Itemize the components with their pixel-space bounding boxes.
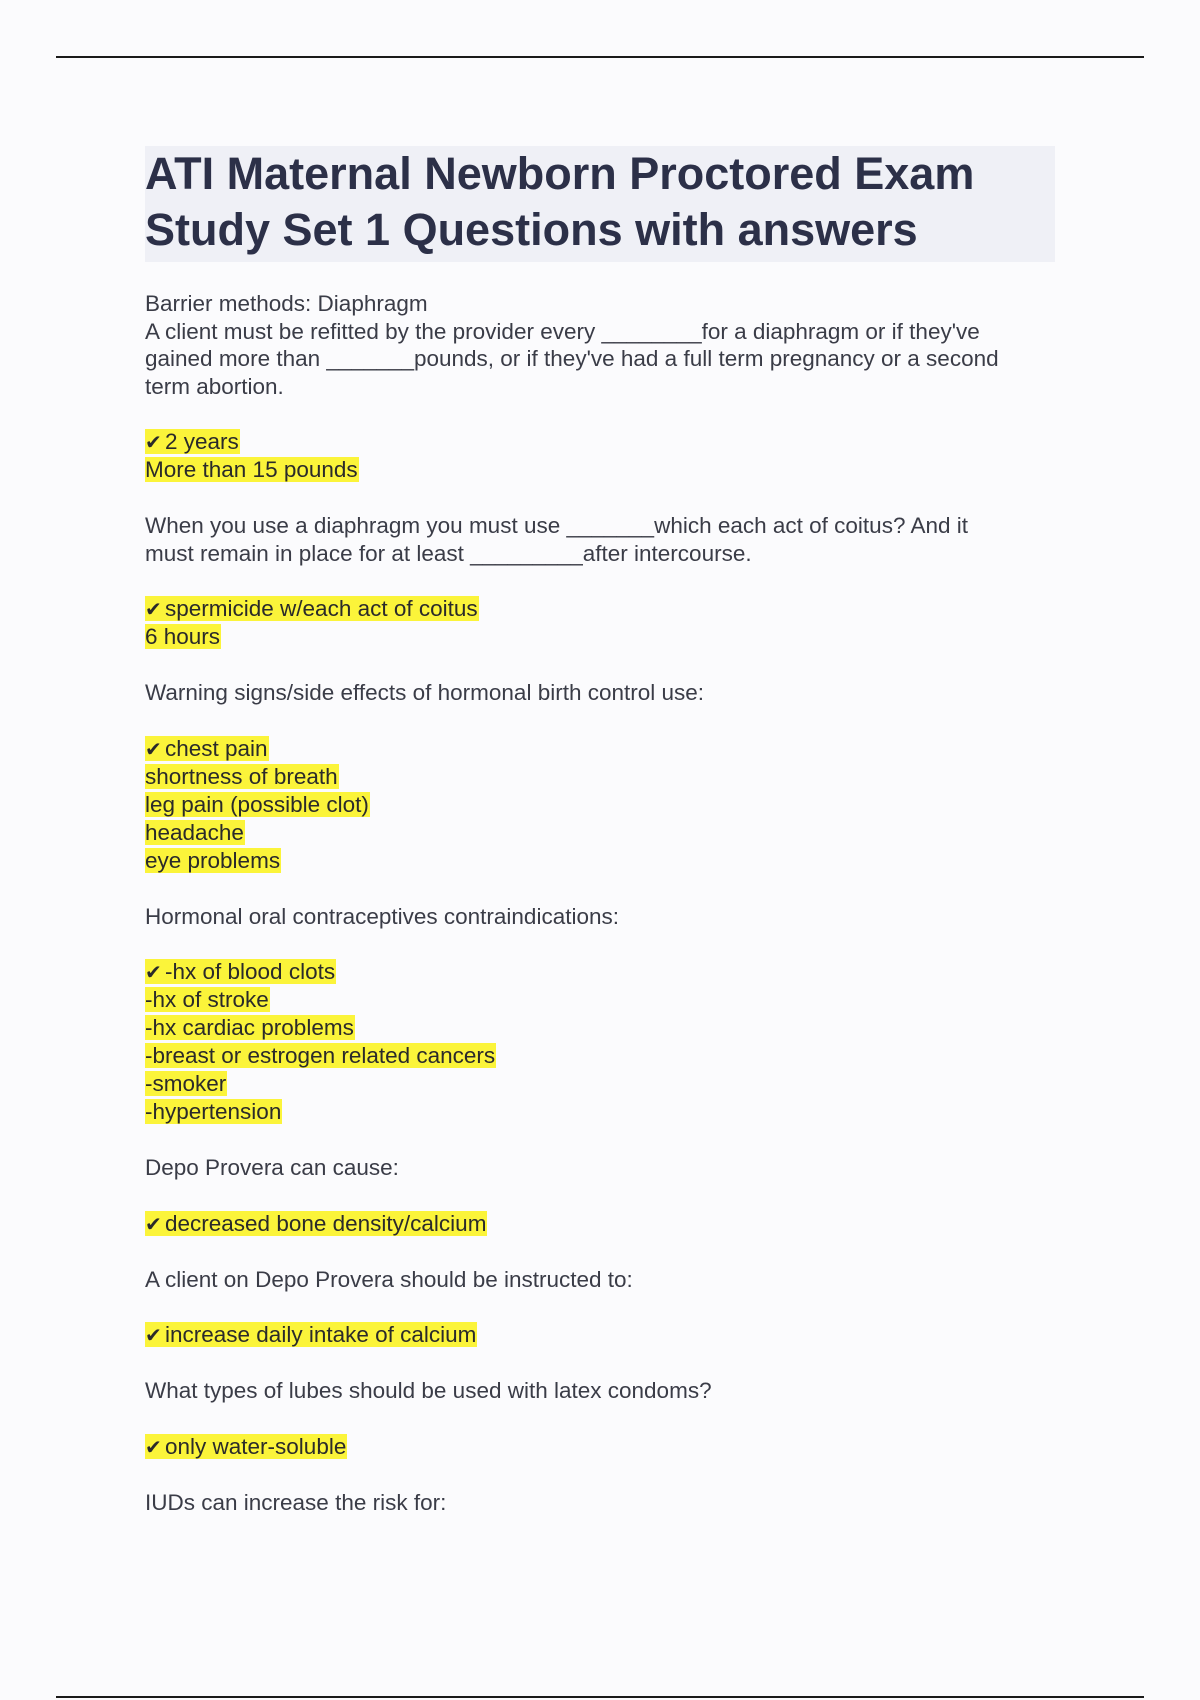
question-text: Warning signs/side effects of hormonal birth control use: — [145, 680, 705, 705]
question-block — [145, 1154, 1055, 1182]
question-block — [145, 512, 1055, 567]
title-line-1: ATI Maternal Newborn Proctored Exam — [145, 148, 975, 199]
answer-text: only water-soluble — [165, 1433, 347, 1459]
answer-text: headache — [145, 819, 244, 845]
answer-line — [145, 958, 1055, 986]
answer-line — [145, 791, 1055, 819]
answer-text: -breast or estrogen related cancers — [145, 1043, 496, 1068]
answer-line — [145, 1210, 1055, 1238]
answer-text: spermicide w/each act of coitus — [165, 596, 478, 621]
answer-line — [145, 1098, 1055, 1126]
question-block — [145, 1489, 1055, 1517]
answer-block — [145, 428, 1055, 484]
top-rule — [56, 56, 1144, 58]
check-mark-icon: ✔ — [145, 1434, 162, 1459]
answer-highlight — [145, 1434, 347, 1459]
answer-highlight — [145, 736, 269, 761]
question-text: When you use a diaphragm you must use _______which each act of coitus? And it — [145, 513, 969, 538]
answer-line — [145, 1433, 1055, 1461]
question-block — [145, 290, 1055, 400]
question-text: term abortion. — [145, 373, 284, 399]
answer-text: -hx of stroke — [145, 987, 269, 1012]
answer-text: 2 years — [165, 429, 239, 454]
answer-text: -hypertension — [145, 1099, 282, 1124]
question-text: Depo Provera can cause: — [145, 1155, 399, 1180]
question-text: What types of lubes should be used with latex condoms? — [145, 1378, 712, 1403]
answer-highlight — [145, 848, 281, 873]
answer-text: chest pain — [165, 735, 268, 761]
question-text: must remain in place for at least _________after intercourse. — [145, 540, 752, 566]
answer-block — [145, 1433, 1055, 1461]
answer-line — [145, 1042, 1055, 1070]
answer-highlight — [145, 1071, 227, 1096]
answer-highlight — [145, 457, 359, 482]
answer-text: leg pain (possible clot) — [145, 791, 369, 817]
question-text: A client on Depo Provera should be instructed to: — [145, 1266, 633, 1292]
question-text: gained more than _______pounds, or if they've had a full term pregnancy or a second — [145, 346, 999, 371]
question-text: A client must be refitted by the provider every ________for a diaphragm or if they've — [145, 318, 980, 344]
answer-highlight — [145, 624, 221, 649]
bottom-rule — [56, 1696, 1144, 1698]
check-mark-icon: ✔ — [145, 960, 162, 984]
answer-text: eye problems — [145, 847, 281, 873]
answer-text: More than 15 pounds — [145, 457, 358, 482]
check-mark-icon: ✔ — [145, 597, 162, 621]
answer-text: -smoker — [145, 1071, 227, 1096]
answer-block — [145, 958, 1055, 1126]
answer-highlight — [145, 1043, 496, 1068]
answer-highlight — [145, 959, 336, 984]
title-line-2: Study Set 1 Questions with answers — [145, 204, 918, 255]
answer-line — [145, 623, 1055, 651]
answer-highlight — [145, 1099, 282, 1124]
answer-line — [145, 1014, 1055, 1042]
answer-block — [145, 1321, 1055, 1349]
qa-list — [145, 290, 1055, 1516]
check-mark-icon: ✔ — [145, 1211, 162, 1236]
answer-text: decreased bone density/calcium — [165, 1210, 487, 1236]
document-body — [145, 146, 1055, 1544]
answer-block — [145, 595, 1055, 651]
answer-text: -hx of blood clots — [165, 959, 336, 984]
check-mark-icon: ✔ — [145, 736, 162, 761]
question-block — [145, 679, 1055, 707]
answer-highlight — [145, 987, 270, 1012]
answer-line — [145, 763, 1055, 791]
answer-line — [145, 456, 1055, 484]
answer-block — [145, 1210, 1055, 1238]
answer-highlight — [145, 764, 339, 789]
answer-line — [145, 428, 1055, 456]
answer-line — [145, 847, 1055, 875]
answer-line — [145, 1070, 1055, 1098]
answer-line — [145, 1321, 1055, 1349]
question-text: Hormonal oral contraceptives contraindications: — [145, 903, 619, 929]
answer-block — [145, 735, 1055, 875]
document-title — [145, 146, 1055, 262]
answer-line — [145, 735, 1055, 763]
answer-highlight — [145, 1211, 487, 1236]
answer-highlight — [145, 1322, 477, 1347]
answer-text: -hx cardiac problems — [145, 1015, 354, 1040]
check-mark-icon: ✔ — [145, 1323, 162, 1347]
answer-text: 6 hours — [145, 624, 221, 649]
answer-highlight — [145, 429, 240, 454]
question-text: Barrier methods: Diaphragm — [145, 291, 428, 316]
check-mark-icon: ✔ — [145, 430, 162, 454]
question-block — [145, 1377, 1055, 1405]
answer-highlight — [145, 820, 245, 845]
question-text: IUDs can increase the risk for: — [145, 1489, 447, 1515]
answer-line — [145, 819, 1055, 847]
answer-text: increase daily intake of calcium — [165, 1322, 477, 1347]
answer-highlight — [145, 1015, 355, 1040]
answer-highlight — [145, 596, 479, 621]
answer-highlight — [145, 792, 370, 817]
answer-text: shortness of breath — [145, 763, 338, 789]
question-block — [145, 1266, 1055, 1294]
question-block — [145, 903, 1055, 931]
answer-line — [145, 595, 1055, 623]
answer-line — [145, 986, 1055, 1014]
